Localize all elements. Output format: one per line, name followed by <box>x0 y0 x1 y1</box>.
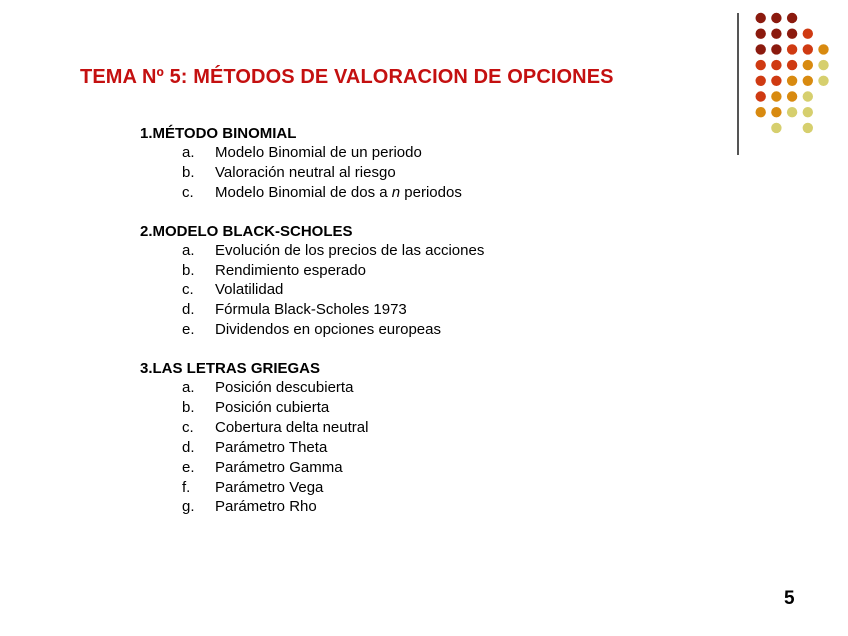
item-text: Valoración neutral al riesgo <box>215 163 396 181</box>
item-text: Posición descubierta <box>215 379 354 397</box>
decorative-dot <box>803 123 813 133</box>
section-letras-griegas <box>140 359 700 517</box>
item-text: Volatilidad <box>215 281 284 299</box>
item-text <box>215 183 462 203</box>
item-text: Posición cubierta <box>215 399 330 417</box>
item-text: Dividendos en opciones europeas <box>215 321 441 339</box>
item-text: Cobertura delta neutral <box>215 418 369 436</box>
item-letter: f. <box>182 478 191 496</box>
decorative-dot <box>771 60 781 70</box>
decorative-dot <box>787 44 797 54</box>
section-black-scholes <box>140 222 700 340</box>
decorative-dot <box>771 107 781 117</box>
decorative-dot <box>756 91 766 101</box>
item-letter: c. <box>182 281 194 299</box>
decorative-dot <box>787 29 797 39</box>
item-letter: c. <box>182 183 194 201</box>
page-number: 5 <box>784 588 795 609</box>
item-letter: d. <box>182 301 195 319</box>
list-item <box>140 320 700 340</box>
item-letter: b. <box>182 163 195 181</box>
item-text: Parámetro Theta <box>215 438 328 456</box>
list-item <box>140 478 700 498</box>
item-text: Parámetro Gamma <box>215 458 343 476</box>
list-item <box>140 183 700 203</box>
decorative-dot <box>787 76 797 86</box>
decorative-dot <box>756 60 766 70</box>
list-item <box>140 418 700 438</box>
decorative-dot <box>787 107 797 117</box>
section-items <box>140 378 700 517</box>
list-item <box>140 438 700 458</box>
list-item <box>140 398 700 418</box>
section-heading: 3.LAS LETRAS GRIEGAS <box>140 360 321 378</box>
decorative-dot <box>771 123 781 133</box>
list-item <box>140 261 700 281</box>
item-text: Parámetro Vega <box>215 478 324 496</box>
decorative-dot <box>803 29 813 39</box>
decorative-dot <box>803 107 813 117</box>
item-text-italic: n <box>391 183 401 201</box>
item-letter: e. <box>182 458 195 476</box>
section-heading: 1.MÉTODO BINOMIAL <box>140 125 297 142</box>
slide-title: TEMA Nº 5: MÉTODOS DE VALORACION DE OPCIONES <box>80 66 614 88</box>
decorative-dot <box>756 44 766 54</box>
list-item <box>140 458 700 478</box>
item-letter: e. <box>182 321 195 339</box>
decorative-divider-line <box>737 13 739 155</box>
list-item <box>140 378 700 398</box>
list-item <box>140 300 700 320</box>
decorative-dot <box>803 60 813 70</box>
decorative-dot <box>787 13 797 23</box>
decorative-dot <box>756 107 766 117</box>
list-item <box>140 143 700 163</box>
item-text: Fórmula Black-Scholes 1973 <box>215 301 407 319</box>
section-items <box>140 143 700 203</box>
section-heading: 2.MODELO BLACK-SCHOLES <box>140 222 353 240</box>
item-text-start: Modelo Binomial de dos a <box>215 183 392 201</box>
list-item <box>140 280 700 300</box>
section-items <box>140 241 700 340</box>
list-item <box>140 241 700 261</box>
item-text: Parámetro Rho <box>215 498 317 516</box>
decorative-dot <box>803 76 813 86</box>
decorative-dot <box>756 29 766 39</box>
slide-content <box>140 124 700 536</box>
decorative-dot <box>803 91 813 101</box>
decorative-dot <box>756 76 766 86</box>
list-item <box>140 497 700 517</box>
item-text: Rendimiento esperado <box>215 261 366 279</box>
section-metodo-binomial <box>140 124 700 203</box>
item-letter: b. <box>182 261 195 279</box>
decorative-dot <box>771 91 781 101</box>
decorative-dot <box>771 44 781 54</box>
decorative-dot <box>803 44 813 54</box>
item-text-end: periodos <box>400 183 462 201</box>
decorative-dot <box>771 29 781 39</box>
item-letter: a. <box>182 144 195 161</box>
decorative-dot <box>818 60 828 70</box>
item-letter: a. <box>182 241 195 259</box>
decorative-dot <box>787 60 797 70</box>
item-letter: c. <box>182 418 194 436</box>
item-letter: a. <box>182 379 195 397</box>
decorative-dot <box>818 76 828 86</box>
item-letter: g. <box>182 498 195 516</box>
decorative-dot <box>756 13 766 23</box>
decorative-dot <box>787 91 797 101</box>
item-text: Evolución de los precios de las acciones <box>215 241 485 259</box>
decorative-dot <box>818 44 828 54</box>
item-letter: b. <box>182 399 195 417</box>
item-text: Modelo Binomial de un periodo <box>215 144 422 161</box>
item-letter: d. <box>182 438 195 456</box>
list-item <box>140 163 700 183</box>
decorative-dot <box>771 13 781 23</box>
decorative-dot <box>771 76 781 86</box>
